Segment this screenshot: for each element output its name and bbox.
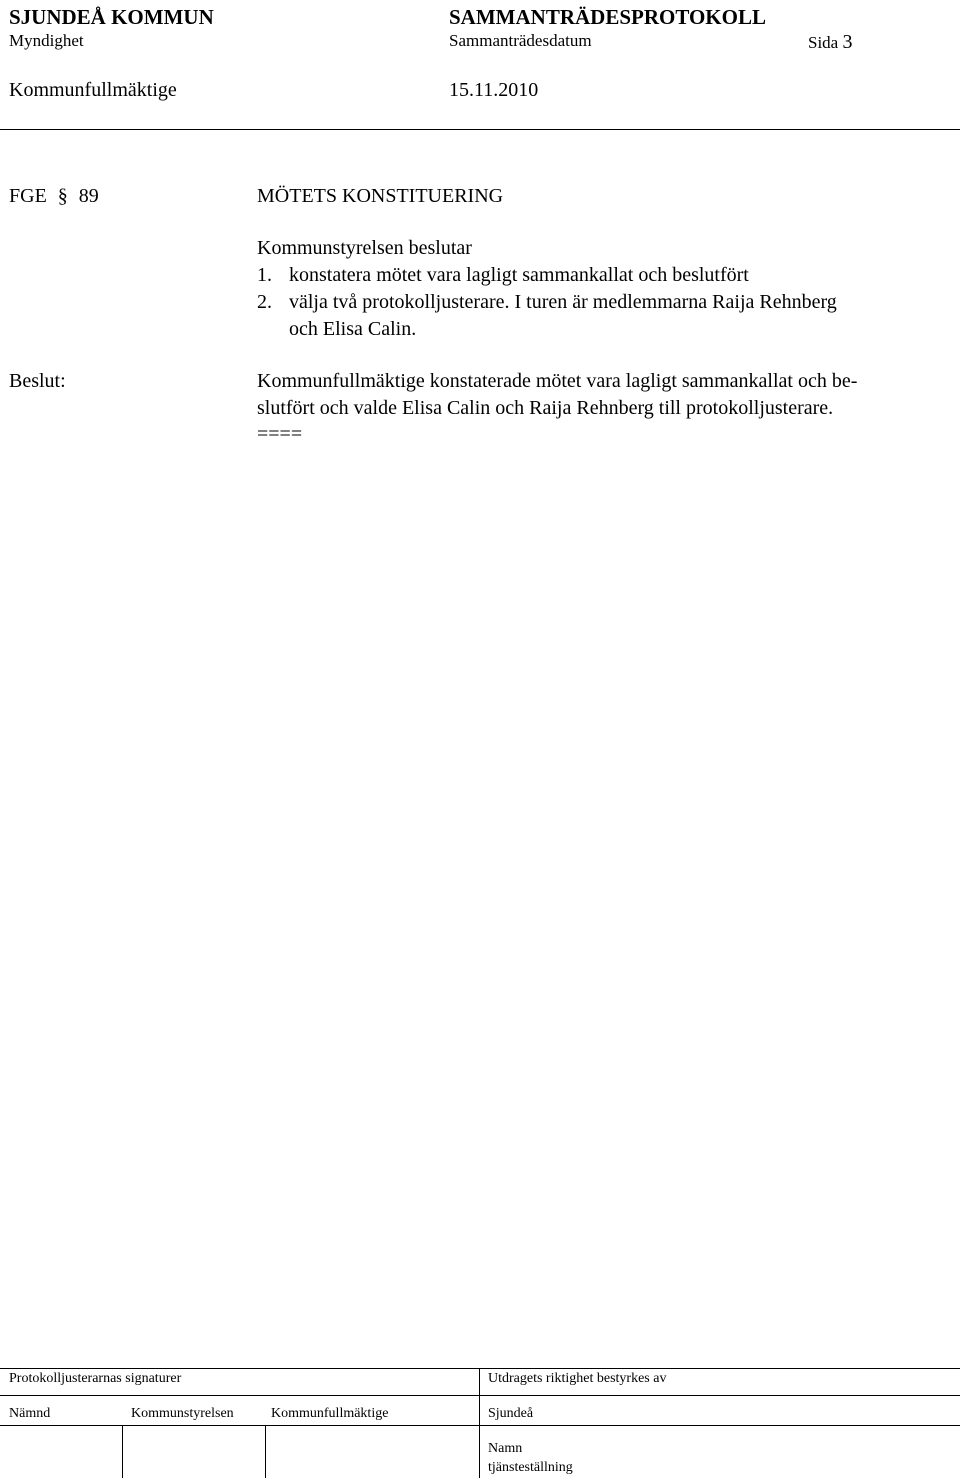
signature-box-divider [122,1425,123,1478]
document-type: SAMMANTRÄDESPROTOKOLL [449,5,766,29]
body-label: Nämnd [9,1406,51,1421]
signature-box-divider [265,1425,266,1478]
decision-text-line: slutfört och valde Elisa Calin och Raija Rehnberg till protokolljusterare. [257,397,834,419]
section-number [9,183,99,210]
page-label: Sida [808,33,839,52]
section-title: MÖTETS KONSTITUERING [257,185,504,207]
proposal-item-number: 1. [257,264,272,286]
authority-name: Kommunfullmäktige [9,79,177,101]
proposal-item-text: välja två protokolljusterare. I turen är medlemmarna Raija Rehnberg [289,291,837,313]
decision-label: Beslut: [9,370,66,392]
proposal-item-text: konstatera mötet vara lagligt sammankallat och beslutfört [289,264,749,286]
footer-divider-sign [0,1425,960,1426]
page-indicator [808,31,852,54]
proposal-item-continuation: och Elisa Calin. [289,318,417,340]
org-name: SJUNDEÅ KOMMUN [9,5,214,29]
header-divider [0,129,960,130]
page-number: 3 [842,31,853,53]
footer-divider-top [0,1368,960,1369]
end-marker: ==== [257,423,303,445]
authority-label: Myndighet [9,31,84,50]
date-label: Sammanträdesdatum [449,31,592,50]
decision-text-line: Kommunfullmäktige konstaterade mötet vara lagligt sammankallat och be- [257,370,858,392]
footer-divider-labels [0,1395,960,1396]
paragraph-number: 89 [78,185,99,207]
footer-column-divider [479,1368,480,1478]
proposal-item-number: 2. [257,291,272,313]
section-code: FGE [9,185,47,207]
signatures-label: Protokolljusterarnas signaturer [9,1371,182,1386]
paragraph-sign: § [57,185,68,207]
meeting-date: 15.11.2010 [449,79,539,101]
name-label: Namn [488,1441,523,1456]
proposal-intro: Kommunstyrelsen beslutar [257,237,472,259]
place-name: Sjundeå [488,1406,534,1421]
title-label: tjänsteställning [488,1460,573,1475]
body-name-2: Kommunfullmäktige [271,1406,389,1421]
certify-label: Utdragets riktighet bestyrkes av [488,1371,667,1386]
body-name-1: Kommunstyrelsen [131,1406,234,1421]
